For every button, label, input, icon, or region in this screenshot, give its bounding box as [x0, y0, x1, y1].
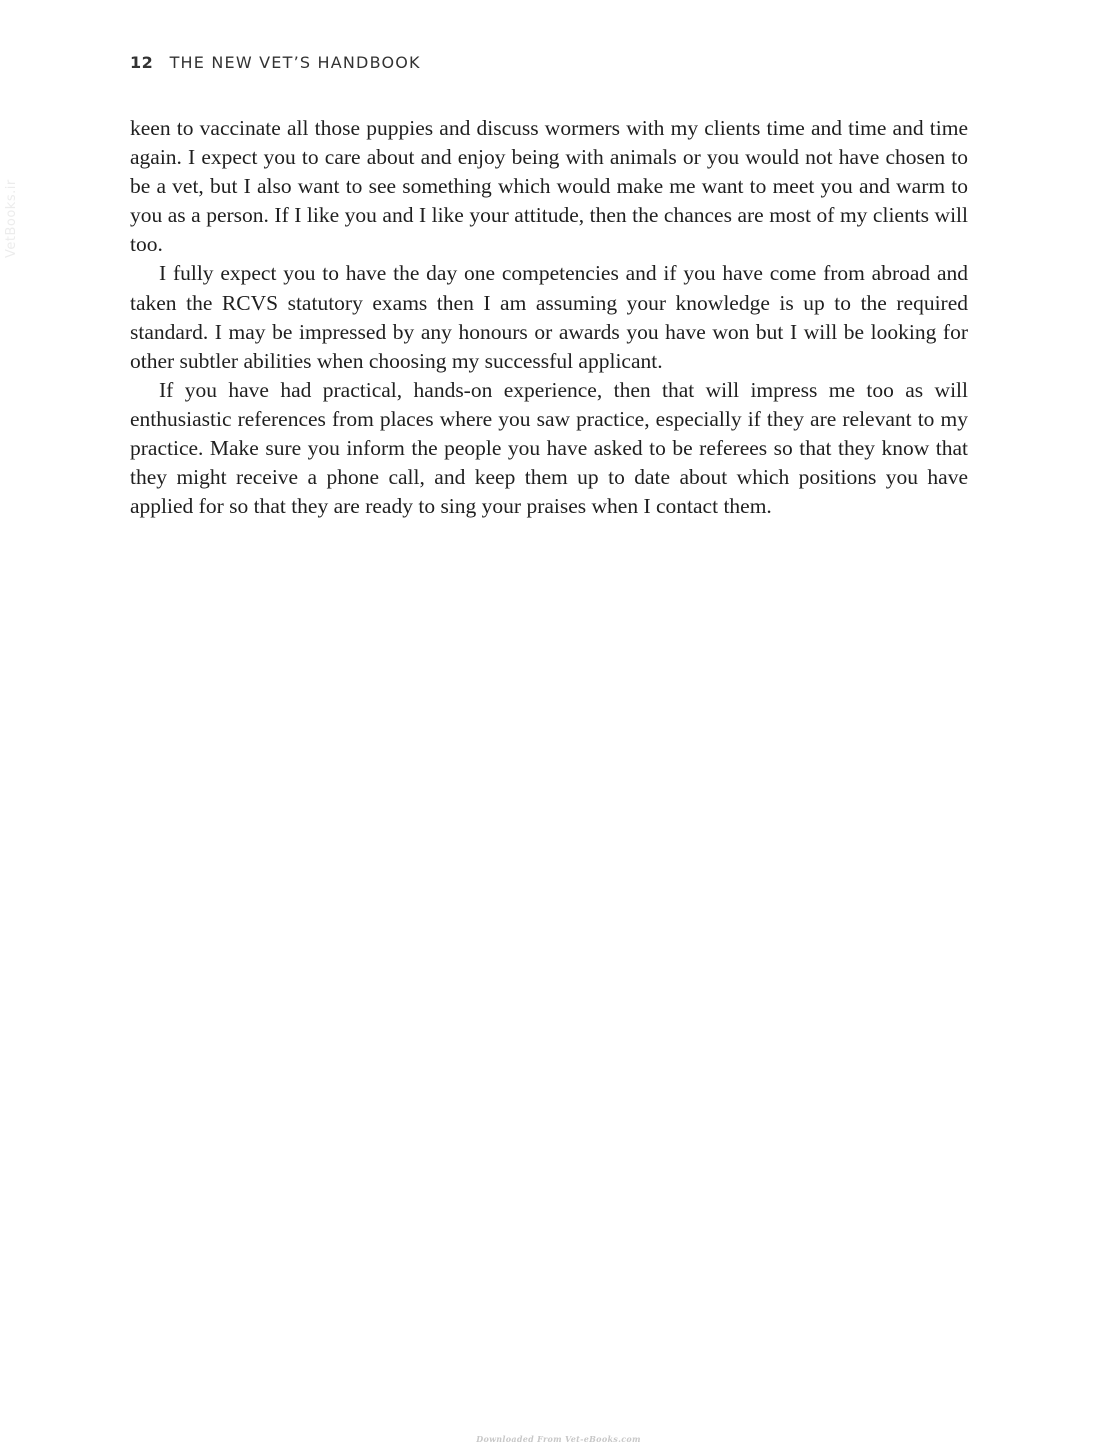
footer-watermark: Downloaded From Vet-eBooks.com: [476, 1434, 641, 1444]
paragraph: keen to vaccinate all those puppies and discuss wormers with my clients time and time and time again. I expect you to care about and enjoy being with animals or you would not have chosen to be a vet, but I also want to see something which would make me want to meet you and warm to you as a person. If I like you and I like your attitude, then the chances are most of my clients will too.: [130, 116, 968, 257]
book-title: THE NEW VET’S HANDBOOK: [169, 53, 421, 72]
paragraph: If you have had practical, hands-on experience, then that will impress me too as will enthusiastic references from places where you saw practice, especially if they are relevant to my practice. Make sure you inform the people you have asked to be referees so that they know that they might receive a phone call, and keep them up to date about which positions you have applied for so that they are ready to sing your praises when I contact them.: [130, 377, 968, 519]
page-number: 12: [130, 53, 154, 72]
running-head: [130, 53, 421, 72]
paragraph: I fully expect you to have the day one competencies and if you have come from abroad and taken the RCVS statutory exams then I am assuming your knowledge is up to the required standard. I may be impressed by any honours or awards you have won but I will be looking for other subtler abilities when choosing my successful applicant.: [130, 261, 968, 373]
side-watermark: VetBooks.ir: [4, 179, 19, 258]
body-text: [130, 114, 968, 521]
